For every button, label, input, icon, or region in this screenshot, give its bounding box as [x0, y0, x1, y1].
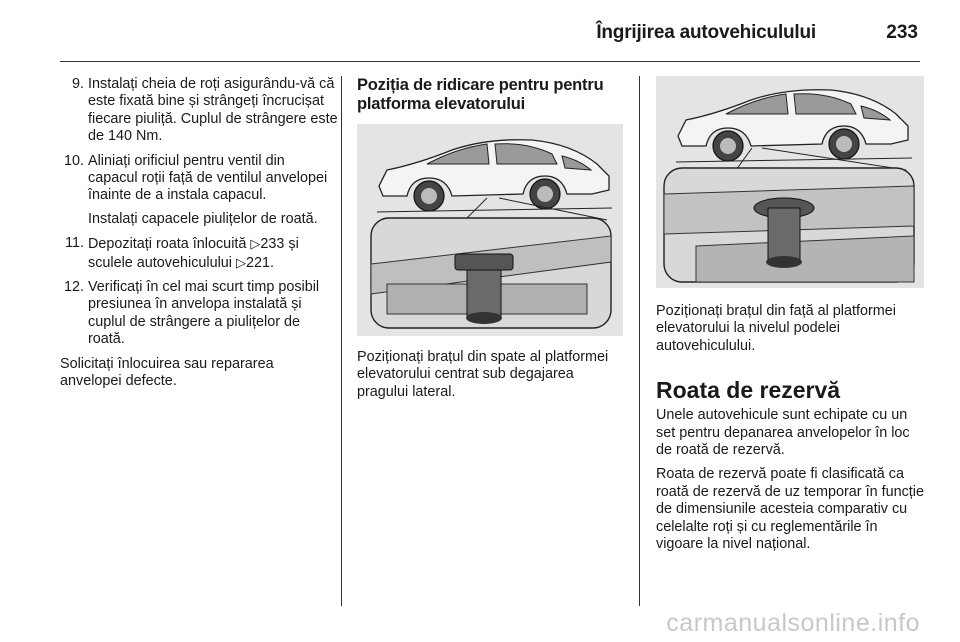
watermark: carmanualsonline.info [666, 609, 920, 637]
figure-front-lift-point [656, 76, 924, 288]
step-text: Depozitați roata înlocuită [88, 236, 247, 253]
running-title: Îngrijirea autovehiculului [596, 22, 816, 43]
step-9 [60, 76, 338, 146]
arrow-right-triangle-icon: ▷ [250, 236, 261, 252]
figure-caption: Poziționați brațul din spate al platformei elevatorului centrat sub degajarea pragului lateral. [357, 349, 609, 400]
section-heading: Roata de rezervă [656, 377, 841, 404]
step-number: 12. [63, 279, 84, 296]
step-number: 11. [65, 235, 84, 252]
step-number: 9. [71, 76, 84, 92]
step-number: 10. [63, 152, 84, 169]
column-rule-2 [639, 76, 640, 606]
column-left [60, 76, 338, 398]
column-middle [357, 76, 623, 408]
section-heading: Poziția de ridicare pentru pentru platforma elevatorului [357, 76, 604, 113]
page-reference[interactable]: 221 [246, 254, 271, 271]
step-text: Verificați în cel mai scurt timp posibil presiunea în anvelopa instalată și cuplul de strângere a piulițelor de roată. [88, 279, 320, 348]
paragraph: Unele autovehicule sunt echipate cu un set pentru depanarea anvelopelor în loc de roată de rezervă. [656, 407, 910, 459]
step-10 [60, 153, 338, 229]
figure-rear-lift-point [357, 124, 623, 336]
header-rule [60, 61, 920, 62]
car-illustration-front [656, 76, 924, 288]
arrow-right-triangle-icon: ▷ [236, 254, 246, 270]
column-rule-1 [341, 76, 342, 606]
step-subtext: Instalați capacele piulițelor de roată. [88, 210, 318, 227]
step-text: Aliniați orificiul pentru ventil din capacul roții față de ventilul anvelopei înainte de a instala capacul. [88, 152, 328, 204]
figure-caption: Poziționați brațul din față al platformei elevatorului la nivelul podelei autovehiculului. [656, 303, 896, 354]
paragraph: Roata de rezervă poate fi clasificată ca roată de rezervă de uz temporar în funcție de dimensiunile acesteia comparativ cu celelalte roți și cu reglementările în vigoare la nivel național. [656, 466, 924, 553]
step-11 [60, 235, 338, 272]
page-reference[interactable]: 233 [260, 236, 285, 253]
closing-paragraph: Solicitați înlocuirea sau repararea anvelopei defecte. [60, 355, 274, 390]
step-text: și sculele autovehiculului [88, 236, 299, 271]
step-text: . [270, 254, 275, 271]
column-right [656, 76, 924, 560]
car-illustration-rear [357, 124, 623, 336]
page-number: 233 [886, 22, 918, 43]
step-text: Instalați cheia de roți asigurându-vă că este fixată bine și strângeți încrucișat fiecare piuliță. Cuplul de strângere este de 140 Nm. [88, 76, 338, 145]
step-12 [60, 279, 338, 349]
